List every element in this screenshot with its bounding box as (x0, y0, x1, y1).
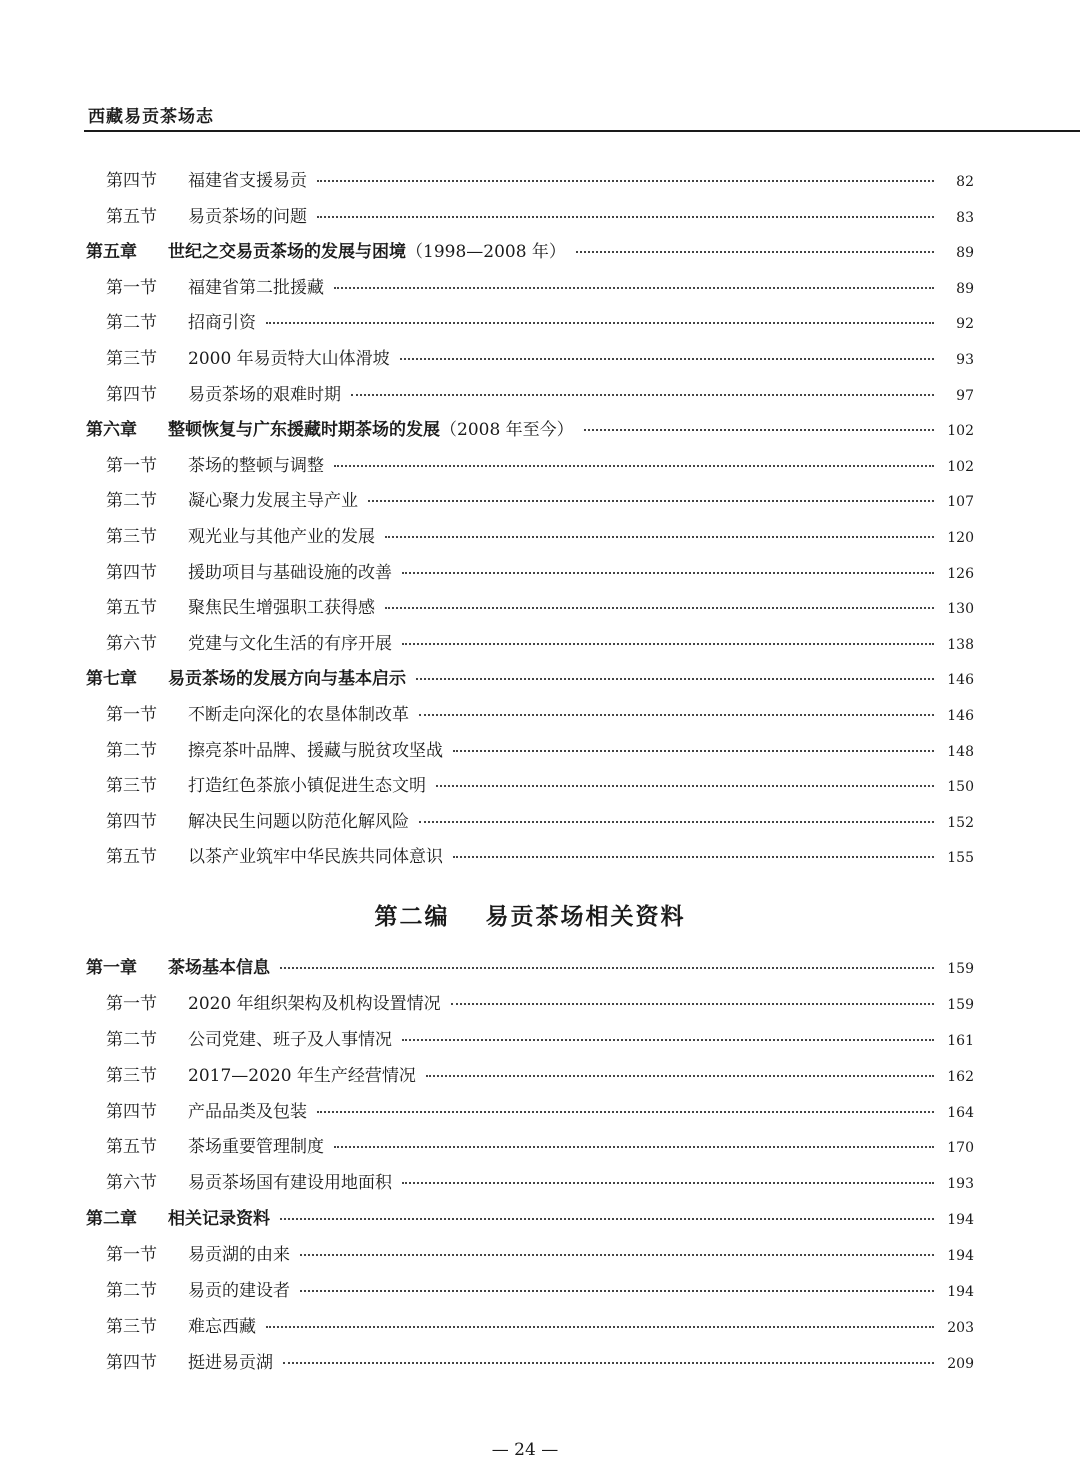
dot-leader (266, 1326, 934, 1328)
toc-title-text: 易贡茶场的艰难时期 (188, 384, 341, 405)
toc-section-row (86, 1276, 974, 1312)
toc-title-text: 福建省第二批援藏 (188, 277, 324, 298)
toc-page-number: 159 (947, 996, 974, 1013)
toc-title-text: 公司党建、班子及人事情况 (188, 1029, 392, 1050)
toc-part-1 (86, 166, 974, 878)
toc-page-number: 203 (947, 1319, 974, 1336)
part-heading (0, 898, 1060, 931)
dot-leader (368, 500, 934, 502)
toc-section-row (86, 202, 974, 238)
dot-leader (584, 429, 934, 431)
toc-page-number: 89 (956, 245, 974, 262)
dot-leader (453, 856, 934, 858)
toc-label: 第二节 (106, 1029, 157, 1050)
toc-section-row (86, 558, 974, 594)
toc-label: 第五节 (106, 598, 157, 619)
toc-title-text: 茶场重要管理制度 (188, 1137, 324, 1158)
toc-title (188, 1276, 290, 1301)
toc-title (188, 842, 443, 867)
toc-section-row (86, 807, 974, 843)
toc-title (188, 558, 392, 583)
toc-title (188, 989, 441, 1014)
toc-label: 第一节 (106, 993, 157, 1014)
running-header-title: 西藏易贡茶场志 (88, 107, 214, 127)
toc-title-text: 打造红色茶旅小镇促进生态文明 (188, 776, 426, 797)
toc-title-text: 茶场的整顿与调整 (188, 455, 324, 476)
toc-page-number: 93 (956, 351, 974, 368)
toc-title (188, 629, 392, 654)
toc-label: 第五节 (106, 1137, 157, 1158)
toc-section-row (86, 1312, 974, 1348)
toc-title-text: 2000 年易贡特大山体滑坡 (188, 348, 390, 369)
toc-page-number: 162 (947, 1068, 974, 1085)
toc-title-text: 2017—2020 年生产经营情况 (188, 1065, 416, 1086)
toc-label: 第二章 (86, 1209, 137, 1230)
toc-page-number: 155 (947, 850, 974, 867)
toc-title-text: 难忘西藏 (188, 1316, 256, 1337)
dot-leader (334, 1146, 934, 1148)
toc-section-row (86, 451, 974, 487)
toc-title (188, 1097, 307, 1122)
dot-leader (334, 287, 934, 289)
toc-label: 第一节 (106, 455, 157, 476)
toc-section-row (86, 486, 974, 522)
toc-page-number: 126 (947, 565, 974, 582)
toc-title (188, 451, 324, 476)
toc-page-number: 161 (947, 1032, 974, 1049)
dot-leader (436, 785, 934, 787)
page-number: — 24 — (491, 1440, 559, 1460)
toc-page-number: 107 (947, 494, 974, 511)
toc-label: 第二节 (106, 1281, 157, 1302)
toc-section-row (86, 842, 974, 878)
toc-title-text: 招商引资 (188, 313, 256, 334)
toc-title (188, 380, 341, 405)
toc-title-text: 整顿恢复与广东援藏时期茶场的发展 (168, 420, 440, 441)
toc-title-text: 援助项目与基础设施的改善 (188, 562, 392, 583)
toc-title (188, 522, 375, 547)
toc-label: 第六节 (106, 1173, 157, 1194)
toc-label: 第四节 (106, 171, 157, 191)
toc-title (188, 202, 307, 227)
toc-title-text: 聚焦民生增强职工获得感 (188, 598, 375, 619)
toc-label: 第二节 (106, 313, 157, 334)
toc-title-text: 2020 年组织架构及机构设置情况 (188, 993, 441, 1014)
toc-label: 第三节 (106, 1316, 157, 1337)
dot-leader (451, 1003, 934, 1005)
toc-title (188, 1025, 392, 1050)
toc-page-number: 120 (947, 529, 974, 546)
toc-title-text: 凝心聚力发展主导产业 (188, 491, 358, 512)
toc-page-number: 152 (947, 814, 974, 831)
dot-leader (300, 1290, 934, 1292)
toc-page-number: 194 (947, 1212, 974, 1229)
toc-page-number: 102 (947, 458, 974, 475)
toc-title-text: 观光业与其他产业的发展 (188, 526, 375, 547)
toc-title (168, 1204, 270, 1229)
toc-section-row (86, 771, 974, 807)
toc-title-text: 易贡茶场的问题 (188, 206, 307, 227)
toc-part-2 (86, 953, 974, 1384)
toc-title-text: 挺进易贡湖 (188, 1352, 273, 1373)
toc-page-number: 138 (947, 636, 974, 653)
toc-label: 第四节 (106, 1101, 157, 1122)
toc-section-row (86, 273, 974, 309)
toc-title (188, 166, 307, 191)
toc-title (168, 953, 270, 978)
toc-title (168, 664, 406, 689)
toc-page-number: 193 (947, 1176, 974, 1193)
toc-title (188, 1348, 273, 1373)
toc-title-text: 党建与文化生活的有序开展 (188, 633, 392, 654)
dot-leader (317, 216, 934, 218)
toc-page-number: 130 (947, 601, 974, 618)
toc-title (188, 1132, 324, 1157)
toc-chapter-row (86, 415, 974, 451)
toc-label: 第三节 (106, 776, 157, 797)
toc-page-number: 164 (947, 1104, 974, 1121)
toc-page-number: 82 (956, 174, 974, 190)
toc-section-row (86, 1097, 974, 1133)
toc-title (188, 1240, 290, 1265)
dot-leader (317, 180, 934, 182)
toc-label: 第一节 (106, 704, 157, 725)
toc-title (188, 486, 358, 511)
toc-label: 第三节 (106, 1065, 157, 1086)
toc-page-number: 89 (956, 280, 974, 297)
dot-leader (402, 1039, 934, 1041)
toc-label: 第五节 (106, 206, 157, 227)
dot-leader (351, 394, 934, 396)
dot-leader (280, 967, 934, 969)
toc-title (168, 415, 574, 440)
toc-page-number: 159 (947, 961, 974, 977)
toc-title-text: 茶场基本信息 (168, 958, 270, 978)
toc-section-row (86, 1240, 974, 1276)
toc-section-row (86, 1132, 974, 1168)
toc-title-text: 解决民生问题以防范化解风险 (188, 811, 409, 832)
toc-title-text: 产品品类及包装 (188, 1101, 307, 1122)
toc-page-number: 148 (947, 743, 974, 760)
toc-section-row (86, 1025, 974, 1061)
toc-chapter-row (86, 1204, 974, 1240)
dot-leader (416, 678, 934, 680)
toc-title (188, 1168, 392, 1193)
toc-label: 第三节 (106, 348, 157, 369)
toc-section-row (86, 736, 974, 772)
toc-title (188, 1312, 256, 1337)
toc-section-row (86, 1061, 974, 1097)
dot-leader (402, 643, 934, 645)
toc-title-text: 擦亮茶叶品牌、援藏与脱贫攻坚战 (188, 740, 443, 761)
header-rule (84, 130, 1080, 132)
dot-leader (402, 1182, 934, 1184)
part-label: 第二编 (374, 903, 450, 930)
toc-section-row (86, 344, 974, 380)
toc-title-text: 易贡茶场国有建设用地面积 (188, 1173, 392, 1194)
toc-label: 第五章 (86, 242, 137, 263)
toc-title (188, 771, 426, 796)
toc-title-text: 易贡的建设者 (188, 1281, 290, 1302)
toc-page-number: 194 (947, 1248, 974, 1265)
toc-title-text: 世纪之交易贡茶场的发展与困境 (168, 242, 406, 263)
toc-label: 第四节 (106, 384, 157, 405)
toc-label: 第三节 (106, 526, 157, 547)
dot-leader (385, 536, 934, 538)
toc-section-row (86, 1348, 974, 1384)
toc-page-number: 209 (947, 1355, 974, 1372)
dot-leader (334, 465, 934, 467)
toc-section-row (86, 593, 974, 629)
toc-section-row (86, 1168, 974, 1204)
dot-leader (400, 358, 934, 360)
toc-label: 第七章 (86, 669, 137, 690)
dot-leader (426, 1075, 934, 1077)
part-title: 易贡茶场相关资料 (485, 903, 686, 930)
toc-section-row (86, 166, 974, 202)
toc-chapter-row (86, 953, 974, 989)
dot-leader (402, 572, 934, 574)
toc-title-text: 不断走向深化的农垦体制改革 (188, 704, 409, 725)
toc-page-number: 83 (956, 209, 974, 226)
toc-title (188, 807, 409, 832)
toc-chapter-row (86, 664, 974, 700)
toc-label: 第二节 (106, 740, 157, 761)
dot-leader (283, 1362, 934, 1364)
toc-label: 第六章 (86, 420, 137, 441)
dot-leader (300, 1254, 934, 1256)
toc-label: 第一节 (106, 1245, 157, 1266)
toc-title (188, 344, 390, 369)
toc-title (188, 700, 409, 725)
toc-label: 第四节 (106, 1352, 157, 1373)
toc-page-number: 150 (947, 779, 974, 796)
toc-title (188, 593, 375, 618)
toc-label: 第二节 (106, 491, 157, 512)
toc-label: 第四节 (106, 562, 157, 583)
toc-chapter-row (86, 237, 974, 273)
dot-leader (419, 821, 934, 823)
dot-leader (576, 251, 934, 253)
toc-section-row (86, 308, 974, 344)
toc-page-number: 102 (947, 423, 974, 440)
dot-leader (419, 714, 934, 716)
toc-section-row (86, 522, 974, 558)
toc-title (188, 273, 324, 298)
toc-label: 第五节 (106, 847, 157, 868)
toc-title-note: （1998—2008 年） (406, 242, 566, 263)
toc-label: 第一节 (106, 277, 157, 298)
toc-page-number: 170 (947, 1140, 974, 1157)
toc-page-number: 92 (956, 316, 974, 333)
toc-section-row (86, 700, 974, 736)
dot-leader (317, 1111, 934, 1113)
dot-leader (453, 750, 934, 752)
toc-title-note: （2008 年至今） (440, 420, 574, 441)
toc-title (188, 308, 256, 333)
toc-page-number: 146 (947, 672, 974, 689)
toc-label: 第一章 (86, 958, 137, 978)
toc-page-number: 194 (947, 1284, 974, 1301)
toc-title-text: 易贡湖的由来 (188, 1245, 290, 1266)
toc-label: 第六节 (106, 633, 157, 654)
dot-leader (385, 607, 934, 609)
toc-title (188, 1061, 416, 1086)
toc-section-row (86, 380, 974, 416)
toc-title (188, 736, 443, 761)
toc-title-text: 福建省支援易贡 (188, 171, 307, 191)
toc-label: 第四节 (106, 811, 157, 832)
toc-section-row (86, 629, 974, 665)
dot-leader (266, 322, 934, 324)
dot-leader (280, 1218, 934, 1220)
toc-section-row (86, 989, 974, 1025)
toc-title-text: 相关记录资料 (168, 1209, 270, 1230)
toc-title-text: 以茶产业筑牢中华民族共同体意识 (188, 847, 443, 868)
toc-page-number: 97 (956, 387, 974, 404)
toc-title-text: 易贡茶场的发展方向与基本启示 (168, 669, 406, 690)
toc-title (168, 237, 566, 262)
toc-page-number: 146 (947, 707, 974, 724)
